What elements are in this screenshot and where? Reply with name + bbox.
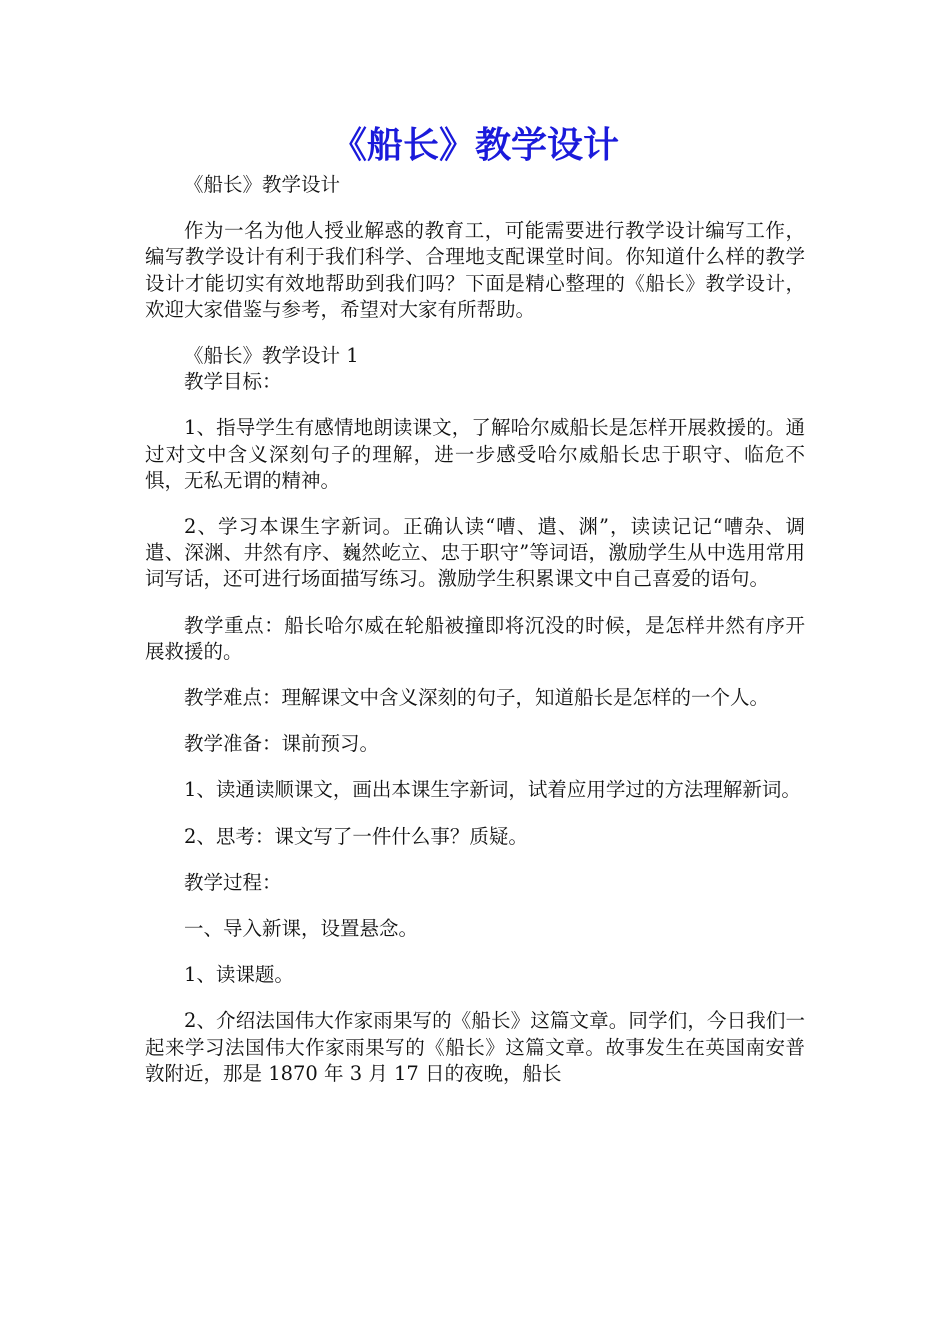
section-heading: 《船长》教学设计 1 — [184, 344, 359, 368]
prep-1-paragraph: 1、读通读顺课文，画出本课生字新词，试着应用学过的方法理解新词。 — [184, 778, 801, 802]
intro-paragraph: 作为一名为他人授业解惑的教育工，可能需要进行教学设计编写工作，编写教学设计有利于我们科学、合理地支配课堂时间。你知道什么样的教学设计才能切实有效地帮助到我们吗？下面是精心整理的《船长》教学设计，欢迎大家借鉴与参考，希望对大家有所帮助。 — [145, 219, 805, 321]
document-title: 《船长》教学设计 — [330, 125, 619, 166]
goal-2-paragraph: 2、学习本课生字新词。正确认读“嘈、遣、渊”，读读记记“嘈杂、调遣、深渊、井然有序、巍然屹立、忠于职守”等词语，激励学生从中选用常用词写话，还可进行场面描写练习。激励学生积累课文中自己喜爱的语句。 — [145, 515, 805, 591]
goal-1-paragraph: 1、指导学生有感情地朗读课文，了解哈尔威船长是怎样开展救援的。通过对文中含义深刻句子的理解，进一步感受哈尔威船长忠于职守、临危不惧，无私无谓的精神。 — [145, 416, 805, 492]
key-point-paragraph: 教学重点：船长哈尔威在轮船被撞即将沉没的时候，是怎样井然有序开展救援的。 — [145, 613, 805, 663]
preparation-paragraph: 教学准备：课前预习。 — [184, 732, 380, 756]
goals-heading: 教学目标： — [184, 370, 282, 394]
subtitle-paragraph: 《船长》教学设计 — [184, 173, 341, 196]
step-1-heading: 一、导入新课，设置悬念。 — [184, 917, 419, 941]
difficulty-paragraph: 教学难点：理解课文中含义深刻的句子，知道船长是怎样的一个人。 — [184, 686, 770, 710]
prep-2-paragraph: 2、思考：课文写了一件什么事？质疑。 — [184, 824, 528, 848]
document-body — [145, 172, 805, 1087]
step-1-2-paragraph: 2、介绍法国伟大作家雨果写的《船长》这篇文章。同学们，今日我们一起来学习法国伟大作家雨果写的《船长》这篇文章。故事发生在英国南安普敦附近，那是 1870 年 3 月 17 日的夜晚，船长 — [145, 1009, 805, 1085]
step-1-1-paragraph: 1、读课题。 — [184, 963, 294, 987]
process-heading: 教学过程： — [184, 870, 282, 894]
